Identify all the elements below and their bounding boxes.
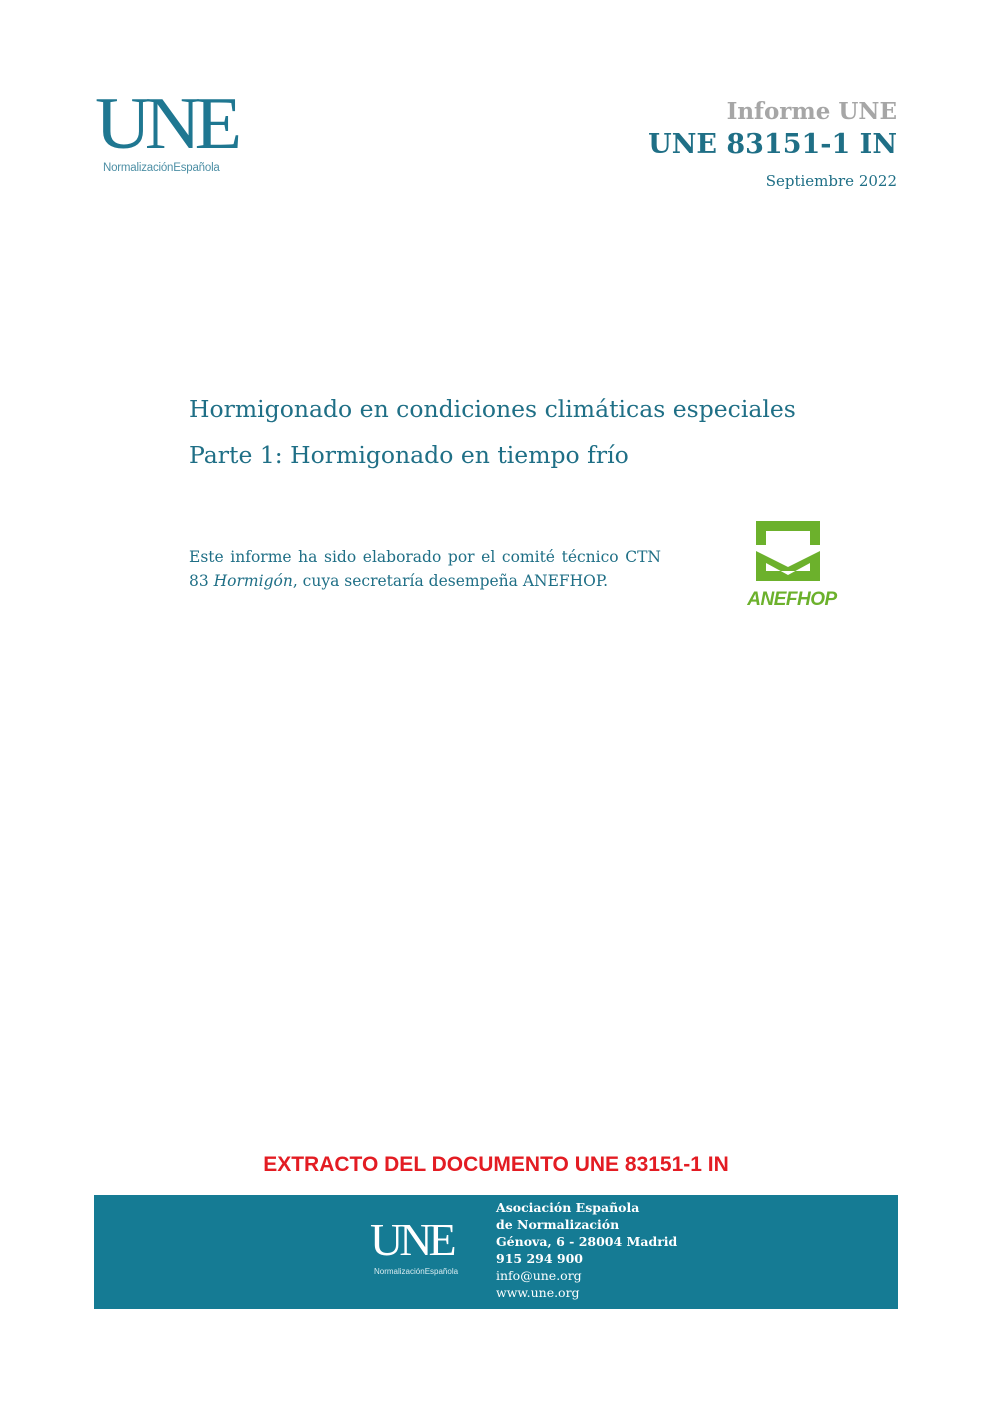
org-email-link[interactable]: info@une.org <box>496 1268 582 1283</box>
document-title <box>189 386 889 478</box>
anefhop-emblem-icon <box>724 519 860 589</box>
anefhop-logo <box>724 519 860 614</box>
org-name-line-1: Asociación Española <box>496 1200 640 1215</box>
contact-info <box>496 1199 677 1301</box>
extract-banner: EXTRACTO DEL DOCUMENTO UNE 83151-1 IN <box>263 1153 729 1176</box>
footer-logo-subtitle-b: Española <box>424 1267 459 1276</box>
document-date: Septiembre 2022 <box>765 172 897 190</box>
title-line-1: Hormigonado en condiciones climáticas especiales <box>189 395 796 423</box>
org-name-line-2: de Normalización <box>496 1217 620 1232</box>
org-phone: 915 294 900 <box>496 1251 583 1266</box>
committee-text-a: Este informe ha sido elaborado por el comité técnico CTN 83 <box>189 548 661 590</box>
footer-logo-subtitle-a: Normalización <box>374 1267 425 1276</box>
document-code: UNE 83151-1 IN <box>648 129 897 160</box>
committee-name: Hormigón <box>213 572 293 590</box>
committee-text-b: , cuya secretaría desempeña ANEFHOP. <box>292 572 609 590</box>
anefhop-wordmark: ANEFHOP <box>747 589 837 610</box>
une-footer-logo <box>370 1214 480 1276</box>
logo-subtitle-b: Española <box>173 162 220 174</box>
une-footer-logo-letters: UNE <box>370 1214 453 1265</box>
une-footer-logo-subtitle <box>370 1267 480 1276</box>
org-address: Génova, 6 - 28004 Madrid <box>496 1234 678 1249</box>
une-logo-letters: UNE <box>95 83 236 165</box>
footer-band <box>94 1195 898 1309</box>
committee-statement <box>189 545 661 593</box>
title-line-2: Parte 1: Hormigonado en tiempo frío <box>189 441 629 469</box>
logo-subtitle-a: Normalización <box>103 162 174 174</box>
document-header <box>497 98 897 190</box>
org-web-link[interactable]: www.une.org <box>496 1285 580 1300</box>
une-logo <box>95 83 255 178</box>
document-kind: Informe UNE <box>726 98 897 125</box>
